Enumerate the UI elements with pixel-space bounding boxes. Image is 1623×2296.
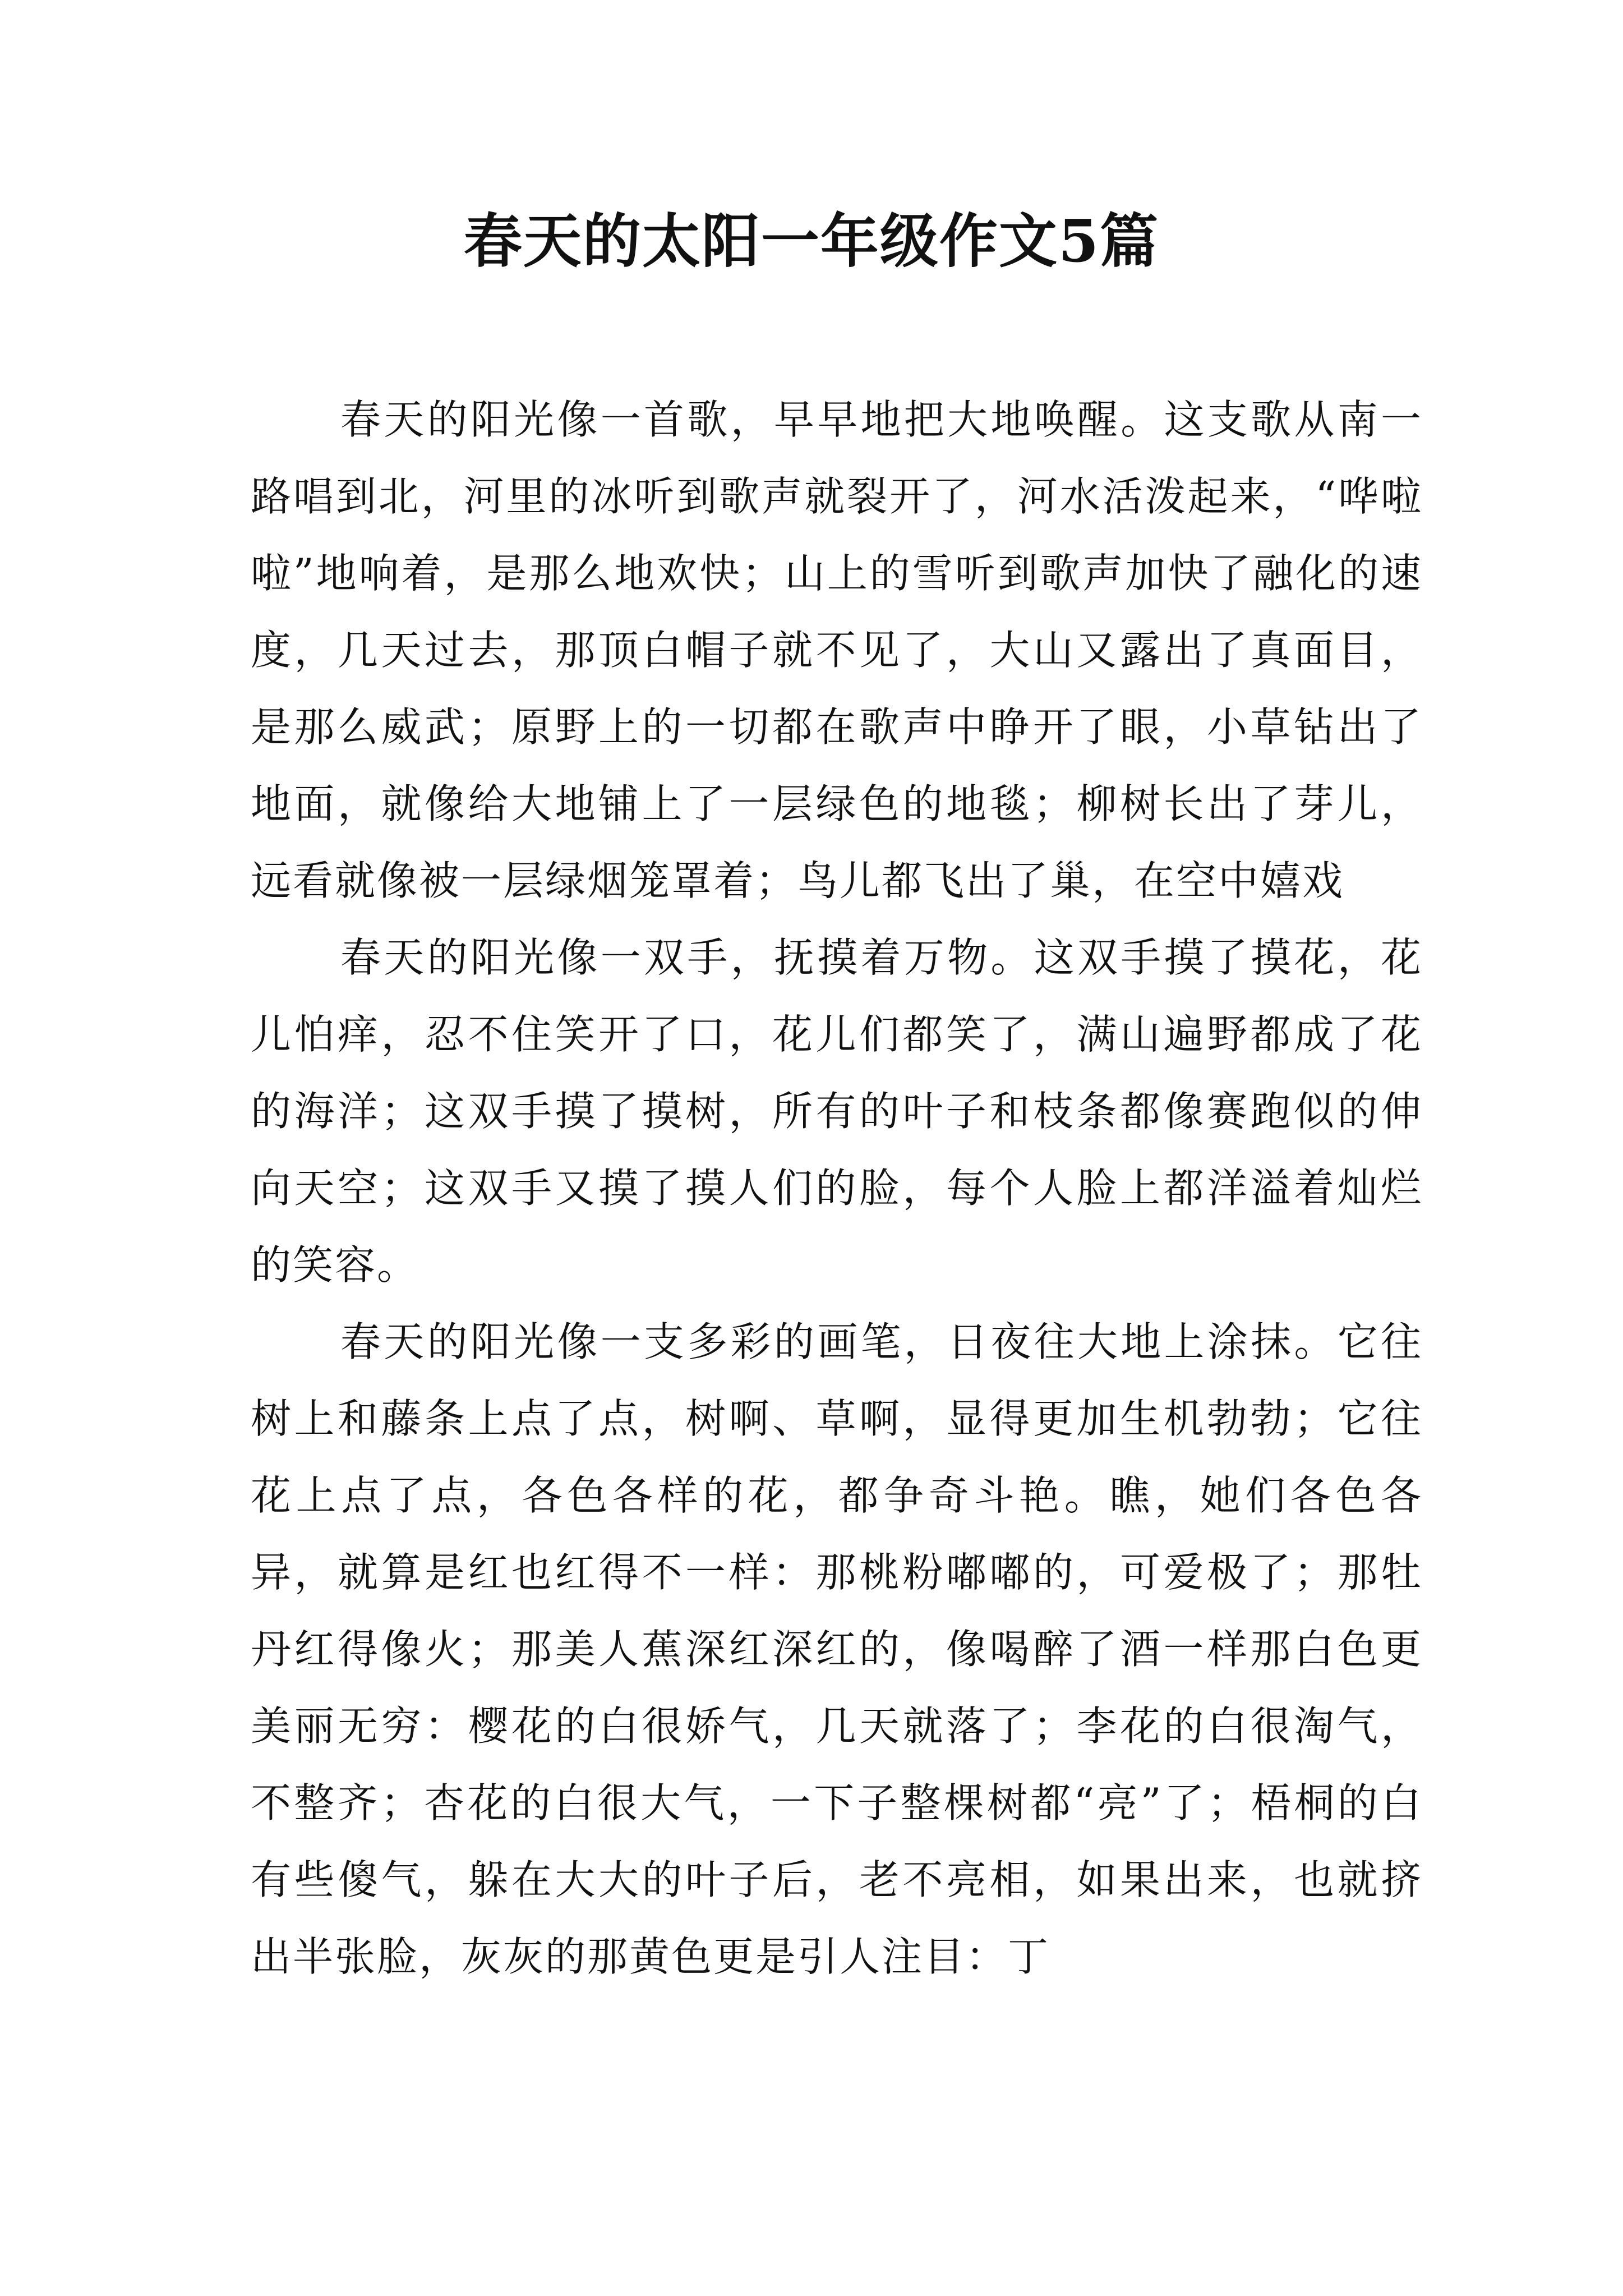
paragraph-3: 春天的阳光像一支多彩的画笔，日夜往大地上涂抹。它往树上和藤条上点了点，树啊、草啊，显得更加生机勃勃；它往花上点了点，各色各样的花，都争奇斗艳。瞧，她们各色各异，就算是红也红得不一样：那桃粉嘟嘟的，可爱极了；那牡丹红得像火；那美人蕉深红深红的，像喝醉了酒一样那白色更美丽无穷：樱花的白很娇气，几天就落了；李花的白很淘气，不整齐；杏花的白很大气，一下子整棵树都“亮”了；梧桐的白有些傻气，躲在大大的叶子后，老不亮相，如果出来，也就挤出半张脸，灰灰的那黄色更是引人注目：丁 — [251, 1318, 1423, 1980]
document-title: 春天的太阳一年级作文5篇 — [463, 206, 1160, 275]
paragraph-1: 春天的阳光像一首歌，早早地把大地唤醒。这支歌从南一路唱到北，河里的冰听到歌声就裂开了，河水活泼起来，“哗啦啦”地响着，是那么地欢快；山上的雪听到歌声加快了融化的速度，几天过去，那顶白帽子就不见了，大山又露出了真面目，是那么威武；原野上的一切都在歌声中睁开了眼，小草钻出了地面，就像给大地铺上了一层绿色的地毯；柳树长出了芽儿，远看就像被一层绿烟笼罩着；鸟儿都飞出了巢，在空中嬉戏 — [251, 396, 1423, 904]
document-body — [251, 381, 1423, 1995]
paragraph-2: 春天的阳光像一双手，抚摸着万物。这双手摸了摸花，花儿怕痒，忍不住笑开了口，花儿们都笑了，满山遍野都成了花的海洋；这双手摸了摸树，所有的叶子和枝条都像赛跑似的伸向天空；这双手又摸了摸人们的脸，每个人脸上都洋溢着灿烂的笑容。 — [251, 934, 1423, 1289]
